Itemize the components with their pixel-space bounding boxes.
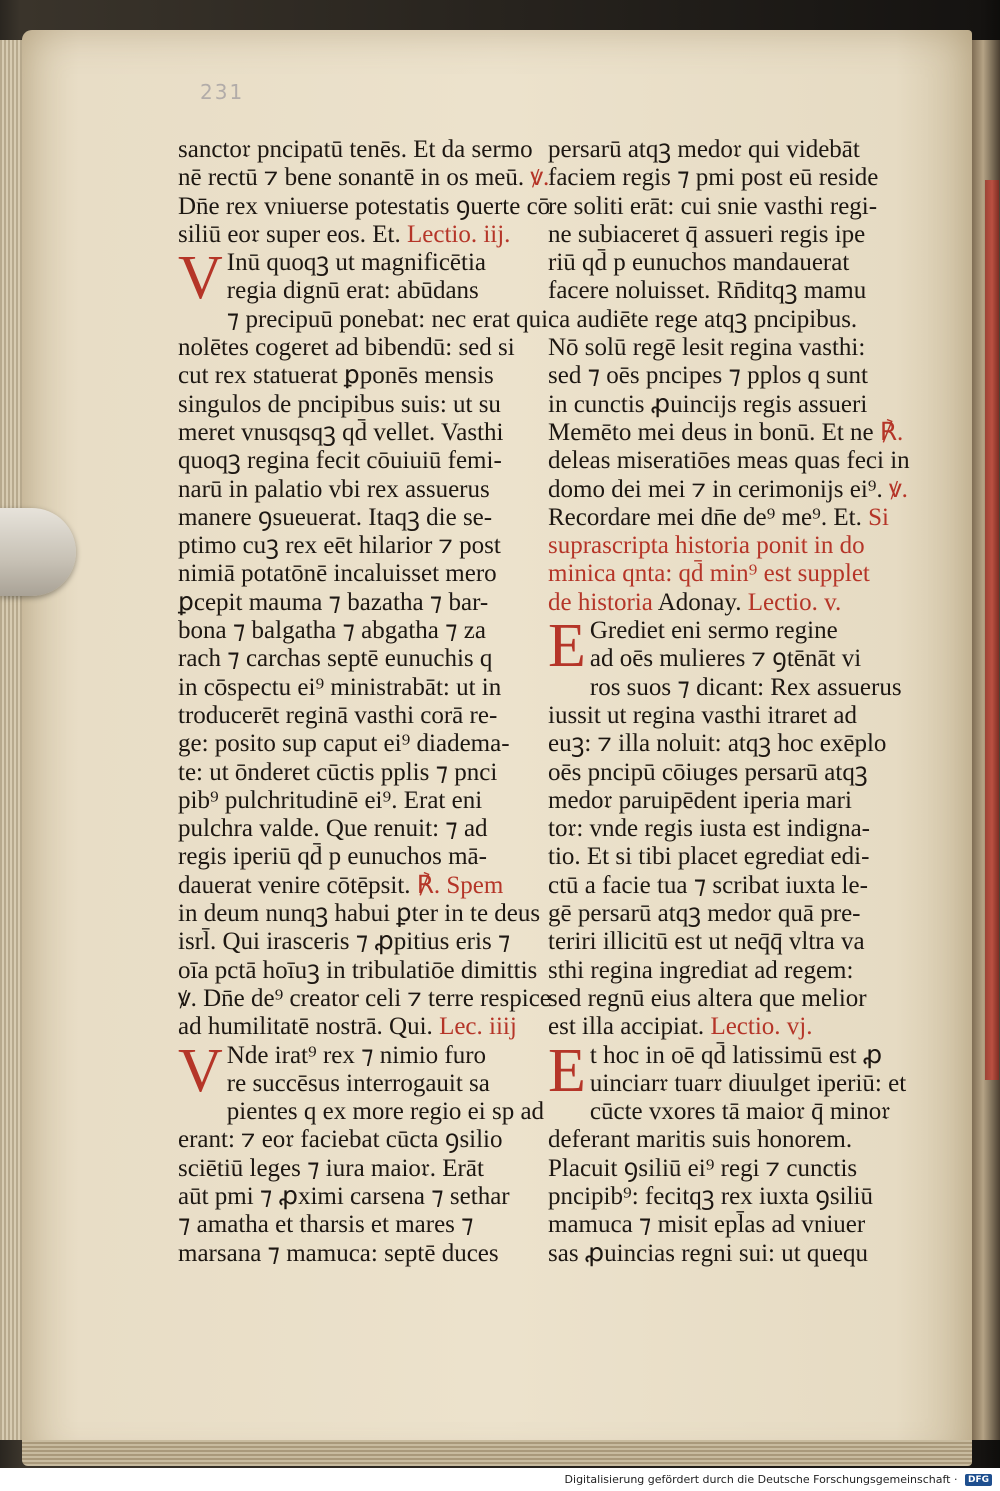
left-column-line — [178, 419, 530, 447]
rubric-text: Lectio. vj. — [704, 1013, 813, 1041]
right-column-line — [548, 277, 908, 305]
left-column-line — [178, 900, 541, 928]
left-column-line — [178, 362, 530, 390]
text-column-right — [548, 136, 908, 1268]
body-text: t hoc in oē qd̄ latissimū est ꝓ — [589, 1041, 883, 1069]
text-column-left — [178, 136, 551, 1268]
body-text: euꝫ: ⁊ illa noluit: atqꝫ hoc exēplo — [548, 730, 887, 758]
rubric-text: ꝟ. — [882, 475, 908, 503]
body-text: persarū atqꝫ medo𝔯 qui videbāt — [548, 136, 860, 163]
body-text: Nde irat⁹ rex ⁊ nimio furo — [226, 1041, 487, 1069]
body-text: ptimo cuꝫ rex eēt hilarior ⁊ post — [178, 532, 501, 560]
book-edge-left — [0, 40, 22, 1440]
rubric-text: Si — [861, 503, 889, 531]
left-column-line — [178, 815, 530, 843]
right-column-line — [548, 843, 908, 871]
left-column-line — [178, 476, 530, 504]
left-column-line — [178, 956, 538, 985]
body-text: ⁊ amatha et tharsis et mares ⁊ — [178, 1211, 474, 1239]
left-column-line — [178, 843, 530, 871]
body-text: gē persarū atqꝫ medo𝔯 quā pre- — [548, 900, 861, 928]
right-column-line — [548, 221, 908, 249]
right-column-line — [548, 872, 908, 900]
body-text: pib⁹ pulchritudinē ei⁹. Erat eni — [178, 786, 483, 814]
left-column-line — [178, 192, 551, 221]
left-column-line — [178, 1211, 530, 1239]
footer-credit: Digitalisierung gefördert durch die Deutsche Forschungsgemeinschaft — [564, 1473, 951, 1486]
right-column-line — [548, 136, 908, 164]
body-text: tio. Et si tibi placet egrediat edi- — [548, 843, 870, 871]
body-text: erant: ⁊ eo𝔯 faciebat cūcta ꝯsilio — [178, 1126, 503, 1154]
body-text: singulos de pncipibus suis: ut su — [178, 390, 501, 418]
body-text: cut rex statuerat ꝑponēs mensis — [178, 362, 494, 390]
body-text: uinciar𝔯 tuar𝔯 diuulget iperiū: et — [589, 1069, 907, 1097]
red-initial: E — [548, 1036, 586, 1105]
body-text: oīa pctā hoīuꝫ in tribulatiōe dimittis — [178, 956, 538, 984]
rubric-text: Lectio. iij. — [400, 220, 511, 248]
body-text: in cunctis ꝓuincijs regis assueri — [548, 390, 868, 418]
right-column-line — [548, 362, 908, 390]
left-column-line — [178, 928, 530, 956]
right-column-line — [548, 306, 908, 334]
left-column-line — [178, 560, 530, 588]
rubric-text: suprascripta historia ponit in do — [548, 532, 865, 560]
right-column-line — [548, 1183, 908, 1211]
left-column-line — [178, 617, 530, 645]
left-column-line — [178, 1126, 530, 1154]
dfg-logo: DFG — [965, 1474, 992, 1486]
left-column-line — [178, 645, 530, 673]
body-text: Memēto mei deus in bonū. Et ne — [548, 418, 874, 446]
body-text: sed ⁊ oēs pncipes ⁊ pplos q sunt — [548, 362, 868, 390]
body-text: marsana ⁊ mamuca: septē duces — [178, 1239, 499, 1267]
rubric-text: de historia — [548, 588, 658, 616]
body-text: sciētiū leges ⁊ iura maio𝔯. Erāt — [178, 1154, 484, 1182]
body-text: meret vnusqsqꝫ qd̄ vellet. Vasthi — [178, 418, 504, 446]
rubric-text: ℟. Spem — [410, 871, 504, 899]
left-column-line — [178, 532, 530, 560]
right-column-line — [548, 787, 908, 815]
body-text: ⁊ precipuū ponebat: nec erat qui — [226, 305, 549, 333]
left-column-line — [178, 136, 533, 164]
rubric-text: minica qnta: qd̄ min⁹ est supplet — [548, 560, 870, 588]
right-column-line — [548, 589, 908, 617]
body-text: deleas miseratiōes meas quas feci in — [548, 447, 910, 475]
body-text: siliū eo𝔯 super eos. Et. — [178, 220, 401, 248]
left-column-line — [178, 391, 530, 419]
body-text: ros suos ⁊ dicant: Rex assuerus — [589, 673, 902, 701]
body-text: sancto𝔯 pncipatū tenēs. Et da sermo — [178, 136, 533, 163]
right-column-line — [548, 645, 908, 673]
pencil-page-mark: 231 — [200, 80, 245, 104]
right-column-line — [548, 249, 908, 277]
body-text: ad oēs mulieres ⁊ ꝯtēnāt vi — [589, 645, 862, 673]
body-text: cūcte vxores tā maio𝔯 q̄ mino𝔯 — [589, 1098, 891, 1126]
left-column-line — [178, 787, 530, 815]
body-text: deferant maritis suis honorem. — [548, 1126, 853, 1154]
right-column-line — [548, 674, 908, 702]
body-text: ꝑcepit mauma ⁊ bazatha ⁊ bar- — [178, 588, 489, 616]
left-column-line — [178, 872, 530, 900]
body-text: nimiā potatōnē incaluisset mero — [178, 560, 497, 588]
body-text: narū in palatio vbi rex assuerus — [178, 475, 490, 503]
body-text: sed regnū eius altera que melior — [548, 984, 867, 1012]
body-text: ca audiēte rege atqꝫ pncipibus. — [548, 305, 858, 333]
red-initial: V — [178, 1036, 223, 1105]
right-column-line — [548, 1240, 908, 1268]
left-column-line — [178, 1098, 545, 1126]
left-column-line — [178, 759, 530, 787]
right-column-line — [548, 957, 908, 985]
left-column-line — [178, 305, 549, 334]
body-text: quoqꝫ regina fecit cōuiuiū femi- — [178, 447, 502, 475]
right-column-line — [548, 1211, 908, 1239]
body-text: sas ꝓuincias regni sui: ut quequ — [548, 1239, 869, 1267]
right-column-line — [548, 419, 908, 447]
body-text: to𝔯: vnde regis iusta est indigna- — [548, 815, 871, 843]
right-column-line — [548, 1155, 908, 1183]
right-column-line — [548, 730, 908, 758]
red-initial: V — [178, 244, 223, 313]
body-text: facere noluisset. Rn̄ditqꝫ mamu — [548, 277, 867, 305]
body-text: regia dignū erat: abūdans — [226, 277, 479, 305]
body-text: Recordare mei dn̄e de⁹ me⁹. Et. — [548, 503, 862, 531]
left-column-line — [178, 1070, 530, 1098]
body-text: bona ⁊ balgatha ⁊ abgatha ⁊ za — [178, 617, 486, 645]
right-column-line — [548, 504, 908, 532]
body-text: nolētes cogeret ad bibendū: sed si — [178, 334, 515, 362]
body-text: manere ꝯsueuerat. Itaqꝫ die se- — [178, 503, 493, 531]
right-column-line — [548, 560, 908, 588]
rubric-text: ꝟ. — [524, 164, 550, 192]
right-column-line — [548, 759, 908, 787]
right-column-line — [548, 447, 908, 475]
body-text: Nō solū regē lesit regina vasthi: — [548, 334, 866, 362]
right-column-line — [548, 702, 908, 730]
left-column-line — [178, 589, 530, 617]
left-column-line — [178, 1013, 530, 1041]
left-column-line — [178, 984, 551, 1013]
right-column-line — [548, 928, 908, 956]
rubric-text: Lec. iiij — [432, 1013, 517, 1041]
rubric-text: ℟. — [873, 418, 904, 446]
left-column-line — [178, 730, 530, 758]
footer-bar: Digitalisierung gefördert durch die Deutsche Forschungsgemeinschaft · DFG — [0, 1468, 1000, 1491]
bookmark-ribbon — [985, 180, 999, 1080]
rubric-text: Lectio. v. — [741, 588, 842, 616]
left-column-line — [178, 277, 530, 305]
body-text: Inū quoqꝫ ut magnificētia — [226, 249, 487, 277]
body-text: Dn̄e rex vniuerse potestatis ꝯuerte cō — [178, 192, 551, 220]
right-column-line — [548, 1098, 908, 1126]
left-column-line — [178, 447, 530, 475]
right-column-line — [548, 1070, 908, 1098]
body-text: ge: posito sup caput ei⁹ diadema- — [178, 730, 510, 758]
right-column-line — [548, 164, 908, 192]
body-text: isrl̄. Qui irasceris ⁊ ꝓpitius eris ⁊ — [178, 928, 511, 956]
body-text: regis iperiū qd̄ p eunuchos mā- — [178, 843, 487, 871]
right-column-line — [548, 1013, 908, 1041]
body-text: domo dei mei ⁊ in cerimonijs ei⁹. — [548, 475, 883, 503]
body-text: Grediet eni sermo regine — [589, 617, 838, 645]
right-column-line — [548, 476, 908, 504]
body-text: in cōspectu ei⁹ ministrabāt: ut in — [178, 673, 502, 701]
body-text: ctū a facie tua ⁊ scribat iuxta le- — [548, 871, 868, 899]
body-text: nē rectū ⁊ bene sonantē in os meū. — [178, 164, 525, 192]
body-text: ad humilitatē nostrā. Qui. — [178, 1013, 433, 1041]
left-column-line — [178, 1183, 530, 1211]
body-text: iussit ut regina vasthi itraret ad — [548, 701, 857, 729]
body-text: re soliti erāt: cui snie vasthi regi- — [548, 192, 878, 220]
right-column-line — [548, 1126, 908, 1154]
body-text: ne subiaceret q̄ assueri regis ipe — [548, 220, 866, 248]
body-text: rach ⁊ carchas septē eunuchis q — [178, 645, 493, 673]
body-text: riū qd̄ p eunuchos mandauerat — [548, 249, 850, 277]
right-column-line — [548, 985, 908, 1013]
body-text: dauerat venire cōtēpsit. — [178, 871, 411, 899]
body-text: mamuca ⁊ misit epl̄as ad vniuer — [548, 1211, 866, 1239]
right-column-line — [548, 334, 908, 362]
left-column-line — [178, 334, 530, 362]
left-column-line — [178, 164, 550, 192]
left-column-line — [178, 1240, 530, 1268]
left-column-line — [178, 702, 530, 730]
body-text: in deum nunqꝫ habui ꝑter in te deus — [178, 900, 541, 928]
body-text: re succēsus interrogauit sa — [226, 1069, 490, 1097]
body-text: pientes q ex more regio ei sp ad — [226, 1098, 545, 1126]
left-column-line — [178, 504, 530, 532]
right-column-line — [548, 900, 908, 928]
body-text: aūt pmi ⁊ ꝓximi carsena ⁊ sethar — [178, 1182, 510, 1210]
right-column-line — [548, 532, 908, 560]
body-text: pncipib⁹: fecitqꝫ rex iuxta ꝯsiliū — [548, 1182, 873, 1210]
body-text: faciem regis ⁊ pmi post eū reside — [548, 164, 879, 192]
right-column-line — [548, 815, 908, 843]
body-text: troducerēt reginā vasthi corā re- — [178, 701, 498, 729]
body-text: ꝟ. Dn̄e de⁹ creator celi ⁊ terre respice — [178, 984, 551, 1012]
body-text: te: ut ōnderet cūctis pplis ⁊ pnci — [178, 758, 498, 786]
body-text: medo𝔯 paruipēdent iperia mari — [548, 786, 852, 814]
body-text: Placuit ꝯsiliū ei⁹ regi ⁊ cunctis — [548, 1154, 858, 1182]
right-column-line — [548, 391, 908, 419]
left-column-line — [178, 1155, 530, 1183]
body-text: sthi regina ingrediat ad regem: — [548, 956, 854, 984]
right-column-line — [548, 193, 908, 221]
left-column-line — [178, 674, 530, 702]
body-text: Adonay. — [657, 588, 742, 616]
body-text: pulchra valde. Que renuit: ⁊ ad — [178, 815, 488, 843]
body-text: oēs pncipū cōiuges persarū atqꝫ — [548, 758, 868, 786]
body-text: est illa accipiat. — [548, 1013, 705, 1041]
body-text: teriri illicitū est ut neq̄q̄ vltra va — [548, 928, 865, 956]
red-initial: E — [548, 612, 586, 681]
book-edge-bottom — [22, 1440, 972, 1466]
left-column-line — [178, 221, 530, 249]
